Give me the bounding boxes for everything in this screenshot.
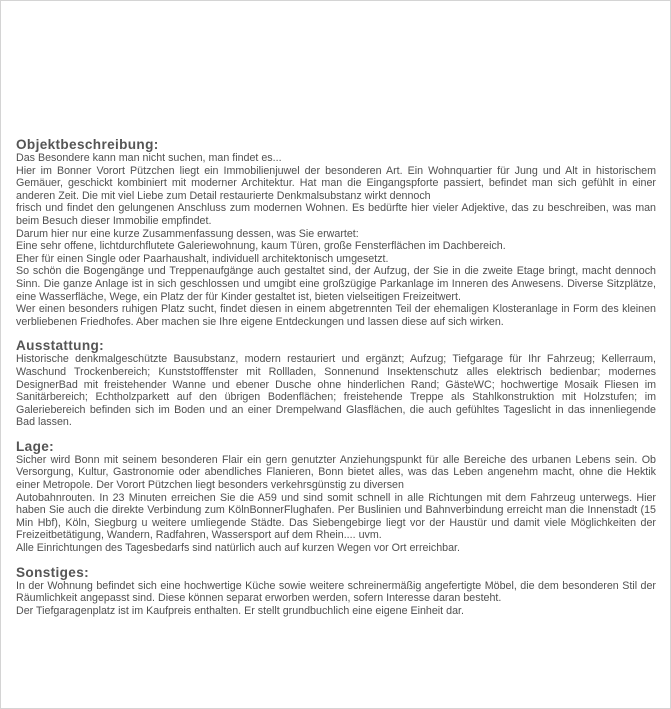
section-heading: Objektbeschreibung: (16, 137, 159, 152)
paragraph: Sicher wird Bonn mit seinem besonderen Flair ein gern genutzter Anziehungspunkt für alle Bereiche des urbanen Lebens sein. Ob Versorgung, Kultur, Gastronomie oder abendliches Flanieren, Bonn bietet alles, was das Leben angenehm macht, ohne die Hektik einer Metropole. Der Vorort Pützchen liegt besonders verkehrsgünstig zu diversen (16, 453, 656, 492)
paragraph: Historische denkmalgeschützte Bausubstanz, modern restauriert und ergänzt; Aufzug; Tiefgarage für Ihr Fahrzeug; Kellerraum, Waschund Trockenbereich; Kunststofffenster mit Rollladen, Sonnenund Insektenschutz alles elektrisch bedienbar; modernes DesignerBad mit freistehender Wanne und ebener Dusche ohne hinderlichen Rand; GästeWC; hochwertige Mosaik Fliesen im Sanitärbereich; Echtholzparkett auf den übrigen Bodenflächen; freistehende Treppe als Stahlkonstruktion mit Holzstufen; im Galeriebereich befinden sich im Boden und an einer Drempelwand Glasflächen, die auch gefühltes Tageslicht in das innenliegende Bad lassen. (16, 353, 656, 429)
section-objektbeschreibung (16, 137, 656, 328)
paragraph: In der Wohnung befindet sich eine hochwertige Küche sowie weitere schreinermäßig angefertigte Möbel, die dem besonderen Stil der Räumlichkeit angepasst sind. Diese können separat erworben werden, sofern Interesse daran besteht. (16, 579, 656, 605)
paragraph: Eine sehr offene, lichtdurchflutete Galeriewohnung, kaum Türen, große Fensterflächen im Dachbereich. (16, 240, 506, 253)
section-sonstiges (16, 565, 656, 618)
section-heading: Lage: (16, 438, 55, 454)
section-lage (16, 439, 656, 555)
paragraph: Der Tiefgaragenplatz ist im Kaufpreis enthalten. Er stellt grundbuchlich eine eigene Einheit dar. (16, 604, 464, 617)
section-heading: Sonstiges: (16, 564, 89, 580)
paragraph: Das Besondere kann man nicht suchen, man findet es... (16, 152, 282, 164)
paragraph: Alle Einrichtungen des Tagesbedarfs sind natürlich auch auf kurzen Wegen vor Ort erreichbar. (16, 542, 460, 555)
paragraph: So schön die Bogengänge und Treppenaufgänge auch gestaltet sind, der Aufzug, der Sie in die zweite Etage bringt, macht dennoch Sinn. Die ganze Anlage ist in sich geschlossen und umgibt eine großzügige Parkanlage im Inneren des Anwesens. Diverse Sitzplätze, eine Wasserfläche, Wege, ein Platz der für Kinder gestaltet ist, bieten vielseitigen Freizeitwert. (16, 265, 656, 303)
paragraph: frisch und findet den gelungenen Anschluss zum modernen Wohnen. Es bedürfte hier vieler Adjektive, das zu beschreiben, was man beim Besuch dieser Immobilie empfindet. (16, 202, 656, 227)
paragraph: Wer einen besonders ruhigen Platz sucht, findet diesen in einem abgetrennten Teil der ehemaligen Klosteranlage in Form des kleinen verbliebenen Friedhofes. Aber machen sie Ihre eigene Entdeckungen und lassen diese auf sich wirken. (16, 303, 656, 328)
paragraph: Hier im Bonner Vorort Pützchen liegt ein Immobilienjuwel der besonderen Art. Ein Wohnquartier für Jung und Alt in historischem Gemäuer, geschickt kombiniert mit moderner Architektur. Hat man die Eingangspforte passiert, befindet man sich gefühlt in einer anderen Zeit. Die mit viel Liebe zum Detail restaurierte Denkmalsubstanz wirkt dennoch (16, 164, 656, 202)
paragraph: Eher für einen Single oder Paarhaushalt, individuell architektonisch umgesetzt. (16, 252, 389, 265)
section-ausstattung (16, 338, 656, 429)
listing-description (16, 137, 656, 627)
paragraph: Darum hier nur eine kurze Zusammenfassung dessen, was Sie erwartet: (16, 227, 359, 240)
section-heading: Ausstattung: (16, 338, 105, 354)
paragraph: Autobahnrouten. In 23 Minuten erreichen Sie die A59 und sind somit schnell in alle Richtungen mit dem Fahrzeug unterwegs. Hier haben Sie auch die direkte Verbindung zum KölnBonnerFlughafen. Per Buslinien und Bahnverbindung erreicht man die Innenstadt (15 Min Hbf), Köln, Siegburg u weitere umliegende Städte. Das Siebengebirge liegt vor der Haustür und damit viele Möglichkeiten der Freizeitbetätigung, Wandern, Radfahren, Wassersport auf dem Rhein.... uvm. (16, 491, 656, 542)
